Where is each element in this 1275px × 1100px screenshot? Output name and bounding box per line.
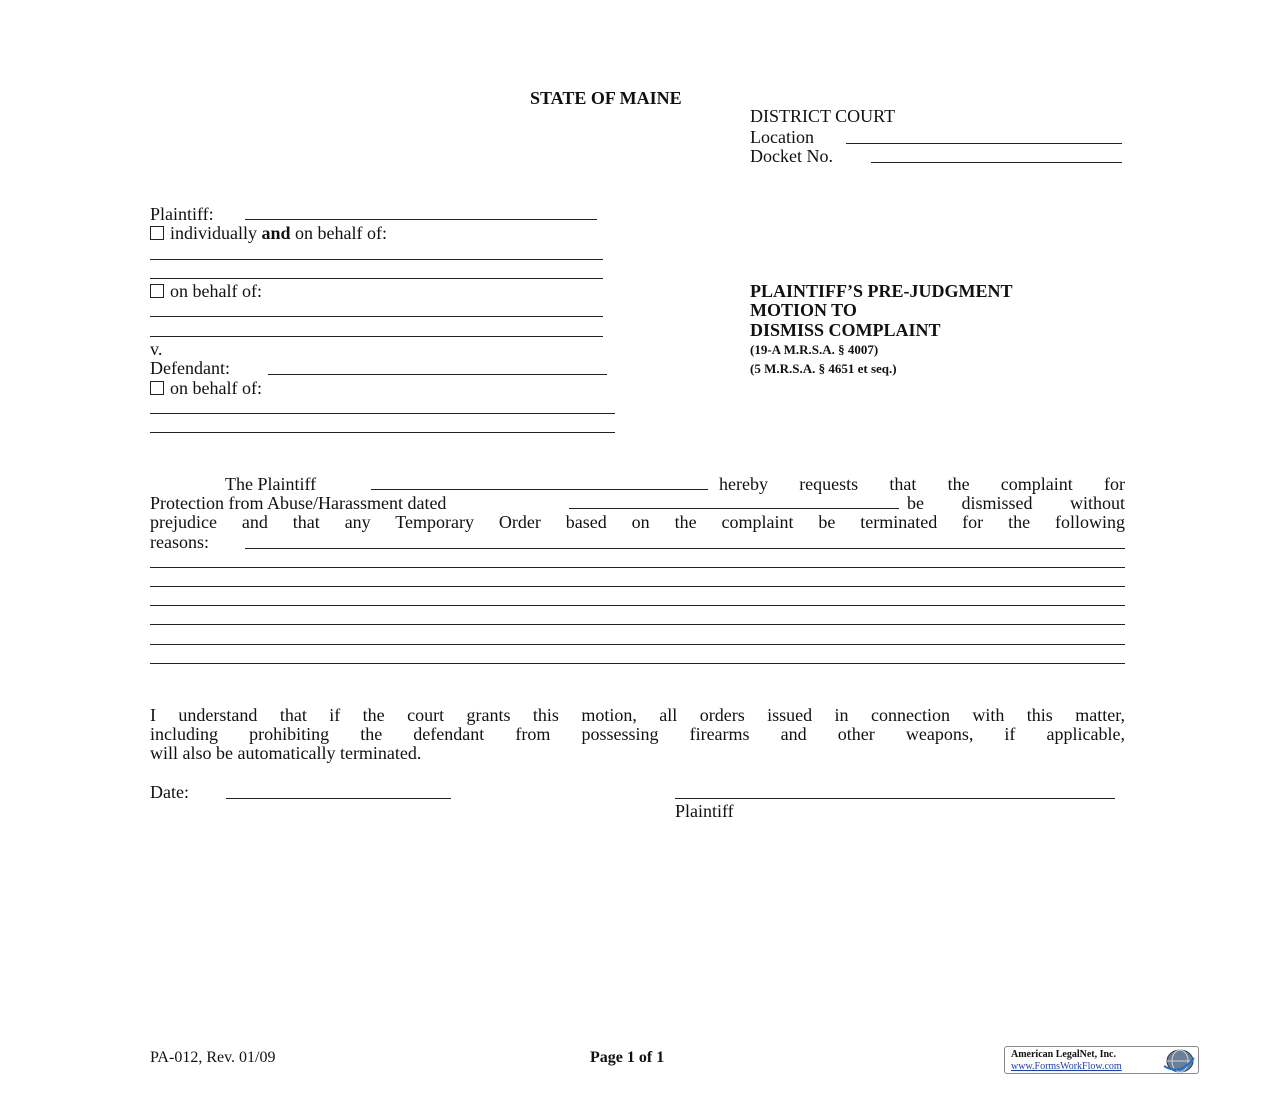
plaintiff-label: Plaintiff: <box>150 204 214 224</box>
individually-row <box>150 223 387 243</box>
and-text: and <box>261 223 291 243</box>
behalf-line-3[interactable] <box>150 316 603 317</box>
court-name: DISTRICT COURT <box>750 106 896 126</box>
reasons-line-4[interactable] <box>150 605 1125 606</box>
date-field[interactable] <box>226 798 451 799</box>
p2-line-1: I understand that if the court grants this motion, all orders issued in connection with this matter, <box>150 705 1125 725</box>
vendor-name: American LegalNet, Inc. <box>1011 1049 1116 1060</box>
individually-text: individually <box>170 223 257 243</box>
p2-line-2: including prohibiting the defendant from possessing firearms and other weapons, if applicable, <box>150 724 1125 744</box>
state-heading: STATE OF MAINE <box>530 88 682 108</box>
vendor-url[interactable]: www.FormsWorkFlow.com <box>1011 1061 1122 1072</box>
plaintiff-name-field[interactable] <box>245 219 597 220</box>
page-number: Page 1 of 1 <box>590 1049 665 1066</box>
p1-the-plaintiff: The Plaintiff <box>225 474 317 494</box>
behalf-line-4[interactable] <box>150 336 603 337</box>
on-behalf-checkbox-1[interactable] <box>150 284 164 298</box>
p1-prejudice: prejudice and that any Temporary Order based on the complaint be terminated for the following <box>150 512 1125 532</box>
plaintiff-signature-field[interactable] <box>675 798 1115 799</box>
reasons-line-6[interactable] <box>150 644 1125 645</box>
reasons-line-1[interactable] <box>245 548 1125 549</box>
citation-1: (19-A M.R.S.A. § 4007) <box>750 342 879 357</box>
location-field[interactable] <box>846 143 1122 144</box>
on-behalf-label-1: on behalf of: <box>170 281 262 301</box>
globe-icon <box>1160 1048 1196 1074</box>
reasons-line-2[interactable] <box>150 567 1125 568</box>
docket-label: Docket No. <box>750 146 833 166</box>
title-line-2: MOTION TO <box>750 300 857 320</box>
versus: v. <box>150 339 163 359</box>
plaintiff-request-field[interactable] <box>371 489 708 490</box>
on-behalf-text: on behalf of: <box>295 223 387 243</box>
p1-protection: Protection from Abuse/Harassment dated <box>150 493 447 513</box>
title-line-3: DISMISS COMPLAINT <box>750 320 941 340</box>
on-behalf-row-2 <box>150 378 262 398</box>
title-line-1: PLAINTIFF’S PRE-JUDGMENT <box>750 281 1013 301</box>
p1-dismissed: be dismissed without <box>907 493 1125 513</box>
on-behalf-row-1 <box>150 281 262 301</box>
reasons-line-3[interactable] <box>150 586 1125 587</box>
p2-line-3: will also be automatically terminated. <box>150 743 422 763</box>
date-label: Date: <box>150 782 189 802</box>
defendant-label: Defendant: <box>150 358 230 378</box>
behalf-line-6[interactable] <box>150 432 615 433</box>
plaintiff-signature-caption: Plaintiff <box>675 801 734 821</box>
behalf-line-2[interactable] <box>150 278 603 279</box>
docket-field[interactable] <box>871 162 1122 163</box>
reasons-line-7[interactable] <box>150 663 1125 664</box>
complaint-date-field[interactable] <box>569 508 899 509</box>
p1-hereby: hereby requests that the complaint for <box>719 474 1125 494</box>
individually-checkbox[interactable] <box>150 226 164 240</box>
reasons-line-5[interactable] <box>150 624 1125 625</box>
location-label: Location <box>750 127 814 147</box>
on-behalf-label-2: on behalf of: <box>170 378 262 398</box>
behalf-line-1[interactable] <box>150 259 603 260</box>
citation-2: (5 M.R.S.A. § 4651 et seq.) <box>750 361 897 376</box>
form-id: PA-012, Rev. 01/09 <box>150 1049 276 1066</box>
vendor-logo[interactable] <box>1004 1046 1199 1074</box>
behalf-line-5[interactable] <box>150 413 615 414</box>
p1-reasons: reasons: <box>150 532 209 552</box>
on-behalf-checkbox-2[interactable] <box>150 381 164 395</box>
defendant-name-field[interactable] <box>268 374 607 375</box>
